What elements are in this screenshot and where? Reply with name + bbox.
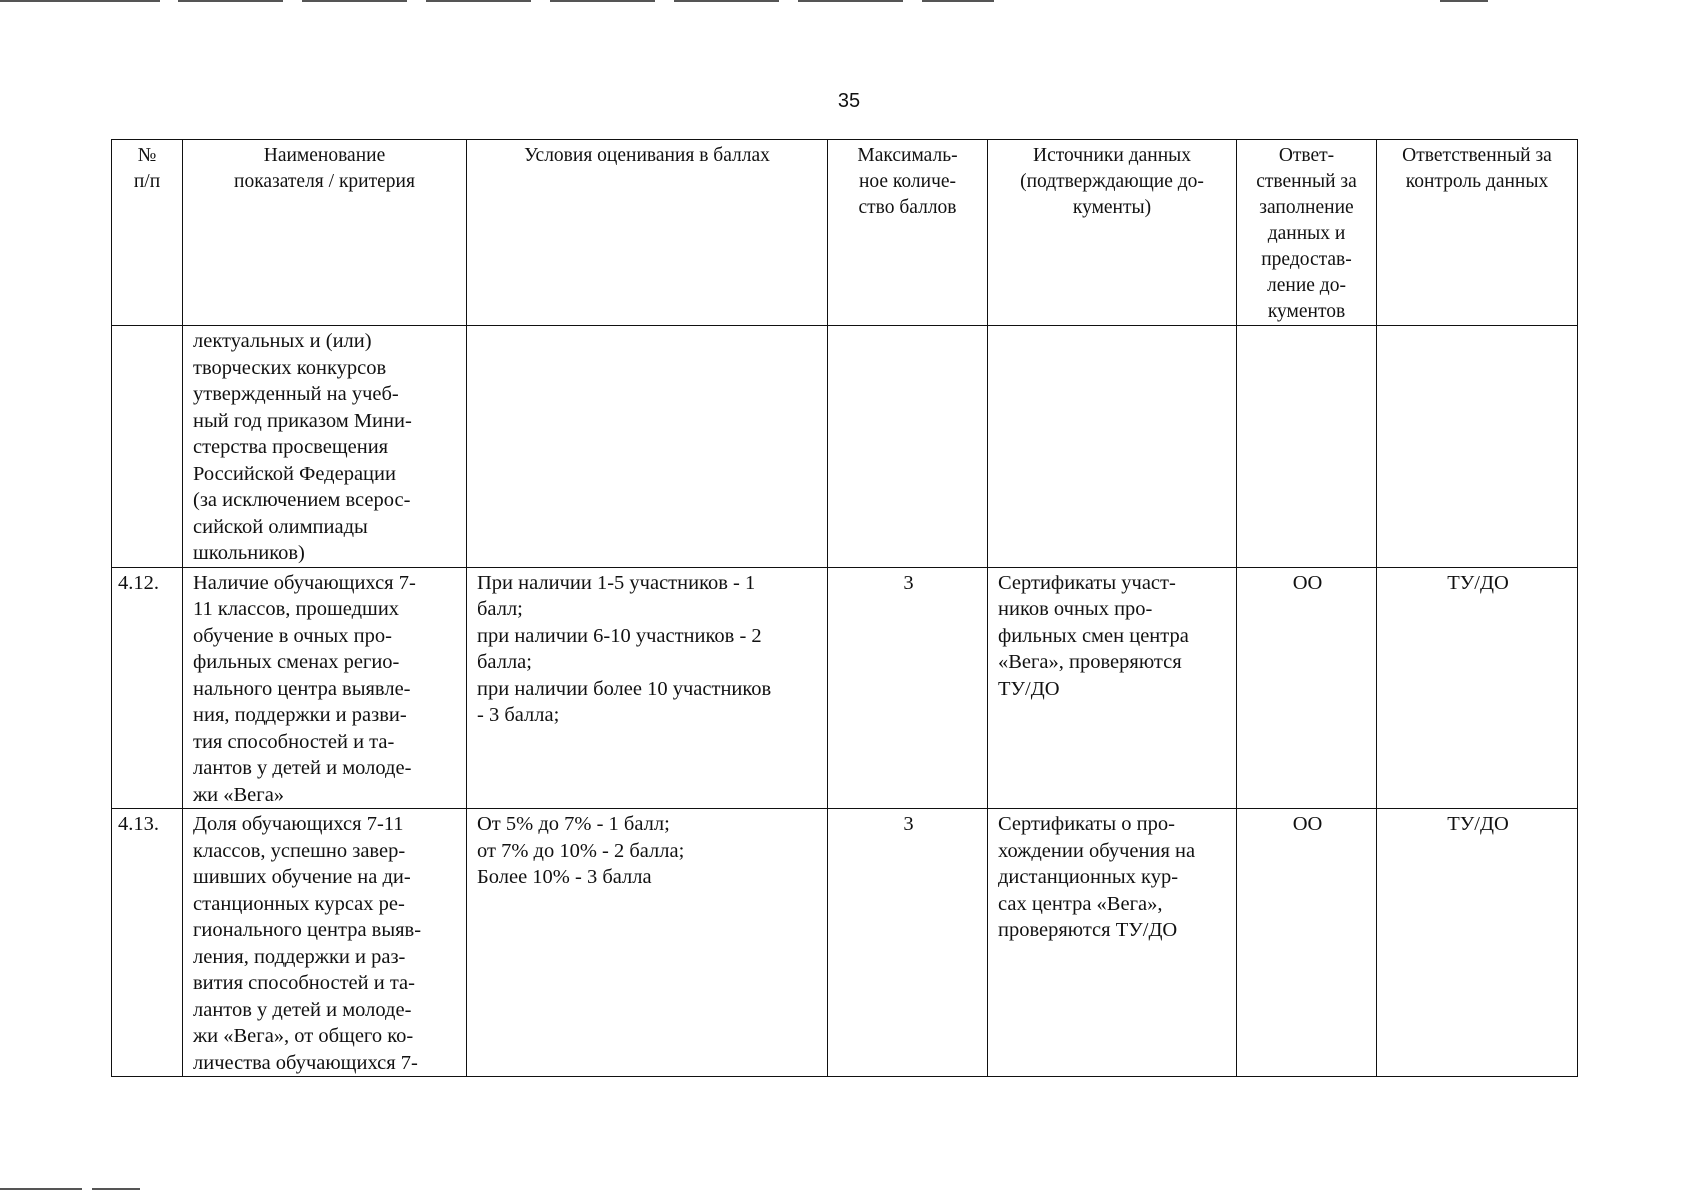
table-header-row bbox=[112, 140, 1578, 326]
table-row bbox=[112, 567, 1578, 809]
scan-artifact-line bbox=[178, 0, 283, 2]
scan-artifact-line bbox=[674, 0, 779, 2]
row-number-cell: 4.13. bbox=[112, 809, 183, 1077]
table-row bbox=[112, 326, 1578, 568]
evaluation-conditions-cell bbox=[467, 326, 828, 568]
scan-artifact-line bbox=[302, 0, 407, 2]
responsible-fill-cell bbox=[1237, 326, 1377, 568]
responsible-fill-cell: ОО bbox=[1237, 809, 1377, 1077]
scan-artifact-line bbox=[0, 0, 160, 2]
max-points-cell: 3 bbox=[828, 567, 988, 809]
column-header-number: № п/п bbox=[112, 140, 183, 326]
scan-artifact-line bbox=[0, 1188, 82, 1190]
max-points-cell bbox=[828, 326, 988, 568]
column-header-evaluation-conditions: Условия оценивания в баллах bbox=[467, 140, 828, 326]
column-header-responsible-control: Ответственный за контроль данных bbox=[1377, 140, 1578, 326]
responsible-control-cell bbox=[1377, 326, 1578, 568]
table-row bbox=[112, 809, 1578, 1077]
evaluation-conditions-cell: От 5% до 7% - 1 балл; от 7% до 10% - 2 балла; Более 10% - 3 балла bbox=[467, 809, 828, 1077]
scan-artifact-line bbox=[1440, 0, 1488, 2]
scan-artifact-line bbox=[426, 0, 531, 2]
indicator-name-cell: лектуальных и (или) творческих конкурсов утвержденный на учеб- ный год приказом Мини- стерства просвещения Российской Федерации (за исключением всерос- сийской олимпиады школьников) bbox=[183, 326, 467, 568]
data-sources-cell bbox=[988, 326, 1237, 568]
criteria-table bbox=[111, 139, 1578, 1077]
data-sources-cell: Сертификаты о про- хождении обучения на дистанционных кур- сах центра «Вега», проверяются ТУ/ДО bbox=[988, 809, 1237, 1077]
row-number-cell bbox=[112, 326, 183, 568]
scan-artifact-line bbox=[550, 0, 655, 2]
column-header-max-points: Максималь- ное количе- ство баллов bbox=[828, 140, 988, 326]
evaluation-conditions-cell: При наличии 1-5 участников - 1 балл; при наличии 6-10 участников - 2 балла; при наличии более 10 участников - 3 балла; bbox=[467, 567, 828, 809]
responsible-control-cell: ТУ/ДО bbox=[1377, 567, 1578, 809]
data-sources-cell: Сертификаты участ- ников очных про- фильных смен центра «Вега», проверяются ТУ/ДО bbox=[988, 567, 1237, 809]
responsible-control-cell: ТУ/ДО bbox=[1377, 809, 1578, 1077]
column-header-data-sources: Источники данных (подтверждающие до- кументы) bbox=[988, 140, 1237, 326]
scan-artifact-line bbox=[922, 0, 994, 2]
row-number-cell: 4.12. bbox=[112, 567, 183, 809]
max-points-cell: 3 bbox=[828, 809, 988, 1077]
column-header-indicator-name: Наименование показателя / критерия bbox=[183, 140, 467, 326]
responsible-fill-cell: ОО bbox=[1237, 567, 1377, 809]
scan-artifact-line bbox=[798, 0, 903, 2]
indicator-name-cell: Доля обучающихся 7-11 классов, успешно завер- шивших обучение на ди- станционных курсах ре- гионального центра выяв- ления, поддержки и раз- вития способностей и та- лантов у детей и молоде- жи «Вега», от общего ко- личества обучающихся 7- bbox=[183, 809, 467, 1077]
column-header-responsible-fill: Ответ- ственный за заполнение данных и предостав- ление до- кументов bbox=[1237, 140, 1377, 326]
scan-artifact-line bbox=[92, 1188, 140, 1190]
indicator-name-cell: Наличие обучающихся 7- 11 классов, прошедших обучение в очных про- фильных сменах регио- нального центра выявле- ния, поддержки и разви- тия способностей и та- лантов у детей и молоде- жи «Вега» bbox=[183, 567, 467, 809]
page-number: 35 bbox=[837, 90, 861, 112]
